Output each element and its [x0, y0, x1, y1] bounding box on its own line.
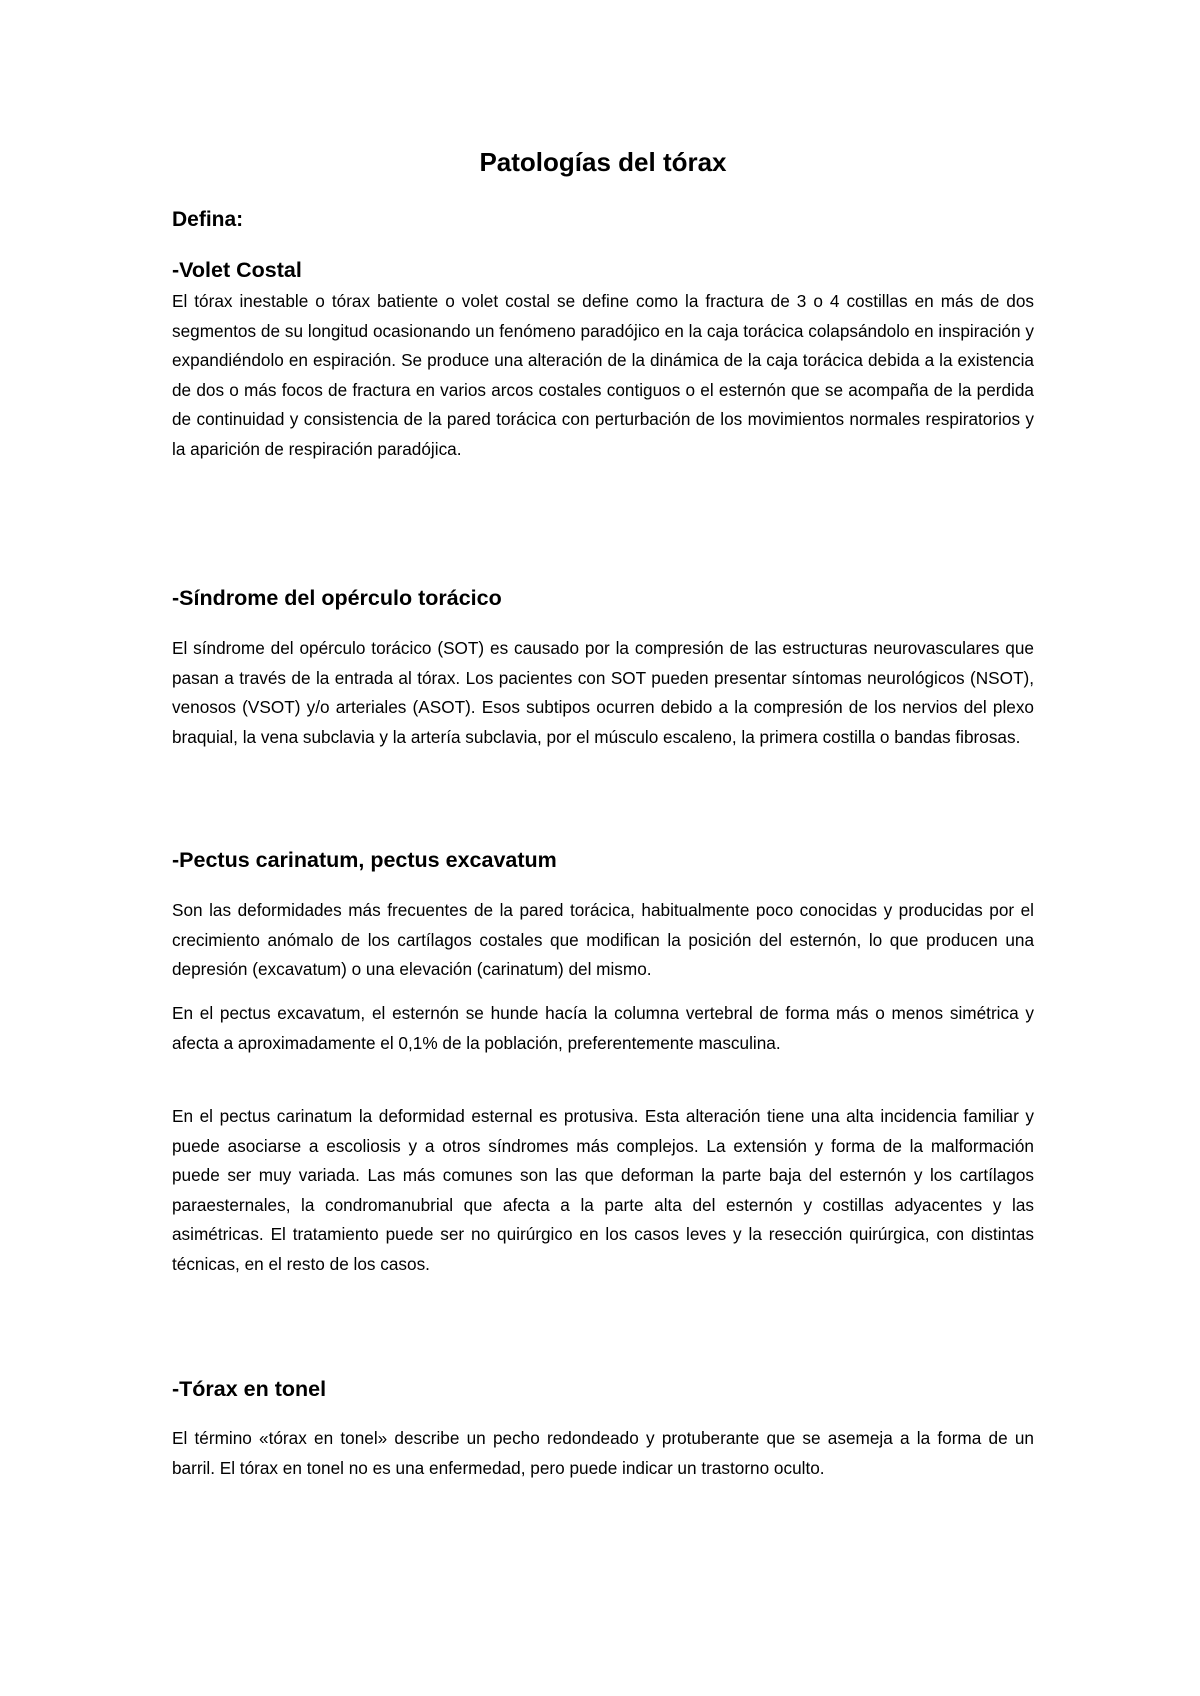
- section-heading-pectus: -Pectus carinatum, pectus excavatum: [172, 848, 557, 872]
- section-paragraph: El tórax inestable o tórax batiente o volet costal se define como la fractura de 3 o 4 costillas en más de dos segmentos de su longitud ocasionando un fenómeno paradójico en la caja torácica colapsándolo en inspiración y expandiéndolo en espiración. Se produce una alteración de la dinámica de la caja torácica debida a la existencia de dos o más focos de fractura en varios arcos costales contiguos o el esternón que se acompaña de la perdida de continuidad y consistencia de la pared torácica con perturbación de los movimientos normales respiratorios y la aparición de respiración paradójica.: [172, 291, 1034, 459]
- document-title: Patologías del tórax: [479, 147, 727, 177]
- section-paragraph: Son las deformidades más frecuentes de la pared torácica, habitualmente poco conocidas y producidas por el crecimiento anómalo de los cartílagos costales que modifican la posición del esternón, lo que producen una depresión (excavatum) o una elevación (carinatum) del mismo.: [172, 900, 1034, 980]
- section-paragraph: El término «tórax en tonel» describe un pecho redondeado y protuberante que se asemeja a la forma de un barril. El tórax en tonel no es una enfermedad, pero puede indicar un trastorno oculto.: [172, 1428, 1034, 1478]
- section-paragraph: En el pectus carinatum la deformidad esternal es protusiva. Esta alteración tiene una alta incidencia familiar y puede asociarse a escoliosis y a otros síndromes más complejos. La extensión y forma de la malformación puede ser muy variada. Las más comunes son las que deforman la parte baja del esternón y los cartílagos paraesternales, la condromanubrial que afecta a la parte alta del esternón y costillas adyacentes y las asimétricas. El tratamiento puede ser no quirúrgico en los casos leves y la resección quirúrgica, con distintas técnicas, en el resto de los casos.: [172, 1106, 1034, 1274]
- section-paragraph: En el pectus excavatum, el esternón se hunde hacía la columna vertebral de forma más o menos simétrica y afecta a aproximadamente el 0,1% de la población, preferentemente masculina.: [172, 1003, 1034, 1053]
- section-heading-torax-tonel: -Tórax en tonel: [172, 1377, 327, 1401]
- section-paragraph: El síndrome del opérculo torácico (SOT) es causado por la compresión de las estructuras neurovasculares que pasan a través de la entrada al tórax. Los pacientes con SOT pueden presentar síntomas neurológicos (NSOT), venosos (VSOT) y/o arteriales (ASOT). Esos subtipos ocurren debido a la compresión de los nervios del plexo braquial, la vena subclavia y la artería subclavia, por el músculo escaleno, la primera costilla o bandas fibrosas.: [172, 638, 1034, 747]
- section-heading-volet-costal: -Volet Costal: [172, 258, 302, 282]
- intro-label: Defina:: [172, 208, 244, 231]
- section-heading-sindrome-operculo: -Síndrome del opérculo torácico: [172, 586, 502, 610]
